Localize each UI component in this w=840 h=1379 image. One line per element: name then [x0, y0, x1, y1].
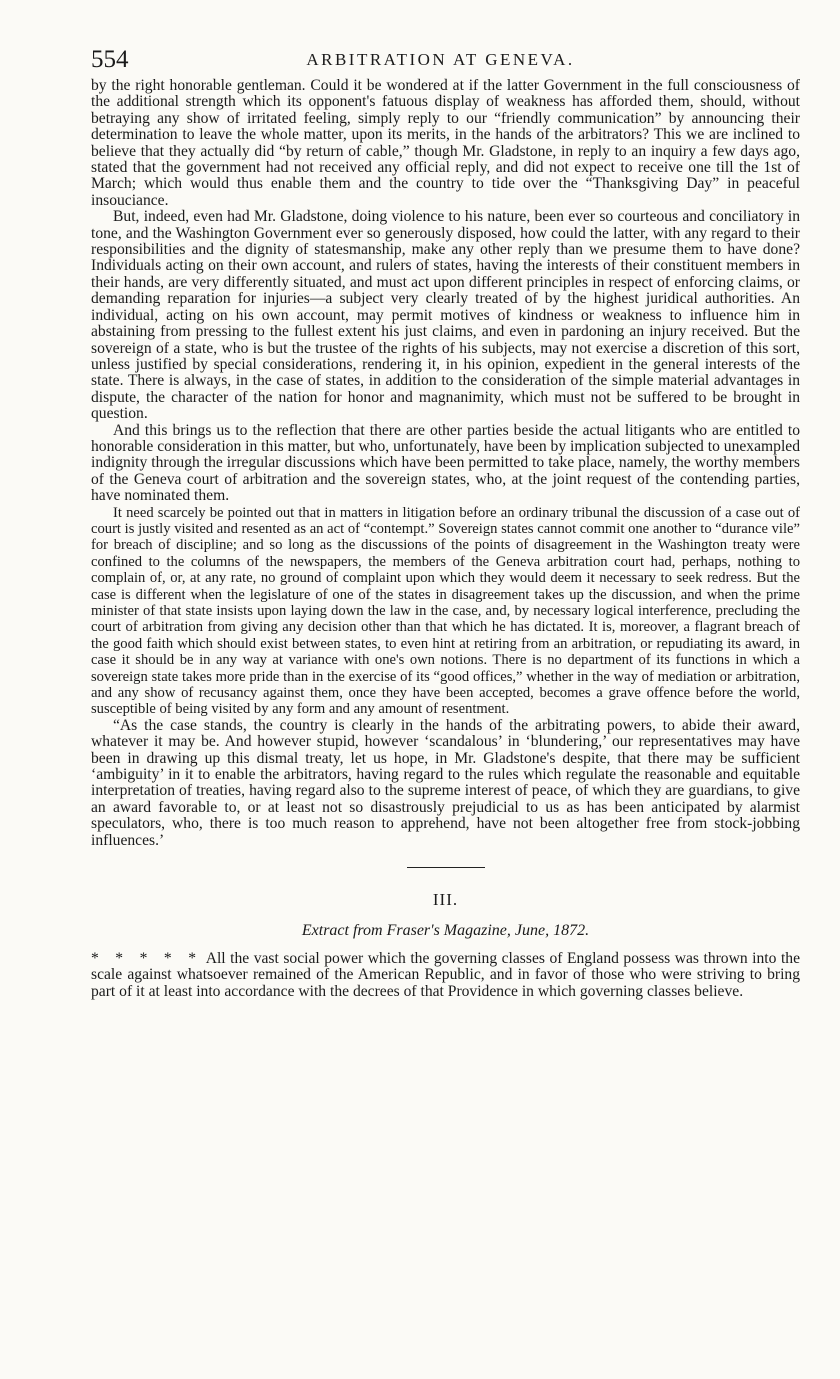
- page-header: [91, 42, 800, 78]
- paragraph-5: “As the case stands, the country is clearly in the hands of the arbitrating powers, to abide their award, whatever it may be. And however stupid, however ‘scandalous’ in ‘blundering,’ our representatives may have been in drawing up this dismal treaty, let us hope, in Mr. Gladstone's despite, that there may be sufficient ‘ambiguity’ in it to enable the arbitrators, having regard to the rules which regulate the reasonable and equitable interpretation of treaties, having regard also to the supreme interest of peace, of which they are guardians, to give an award favorable to, or at least not so disastrously prejudicial to us as has been anticipated by alarmist speculators, who, there is too much reason to apprehend, have not been altogether free from stock-jobbing influences.’: [91, 716, 800, 849]
- extract-paragraph: [91, 951, 800, 1000]
- extract-text: All the vast social power which the governing classes of England possess was thrown into the scale against whatsoever remained of the American Republic, and in favor of those who were striving to bring part of it at least into accordance with the decrees of that Providence in which governing classes believe.: [91, 949, 800, 1000]
- extract-title: Extract from Fraser's Magazine, June, 1872.: [301, 921, 590, 939]
- section-number: III.: [432, 890, 459, 910]
- section-divider: [407, 867, 485, 868]
- ellipsis-stars: * * * * *: [91, 949, 203, 967]
- page-number: 554: [91, 46, 129, 73]
- paragraph-2: But, indeed, even had Mr. Gladstone, doing violence to his nature, been ever so courteous and conciliatory in tone, and the Washington Government ever so generously disposed, how could the latter, with any regard to their responsibilities and the dignity of statesmanship, make any other reply than we presume them to have done? Individuals acting on their own account, and rulers of states, having the interests of their constituent members in their hands, are very differently situated, and must act upon different principles in respect of enforcing claims, or demanding reparation for injuries—a subject very clearly treated of by the highest juridical authorities. An individual, acting on his own account, may permit motives of kindness or weakness to influence him in abstaining from pressing to the fullest extent his just claims, and even in pardoning an injury received. But the sovereign of a state, who is but the trustee of the rights of his subjects, may not exercise a discretion of this sort, unless justified by special considerations, rendering it, in his opinion, expedient in the general interests of the state. There is always, in the case of states, in addition to the consideration of the simple material advantages in dispute, the character of the nation for honor and magnanimity, which must not be suffered to be brought in question.: [91, 208, 800, 423]
- article-body: [91, 78, 800, 1000]
- running-head: ARBITRATION AT GENEVA.: [306, 50, 575, 69]
- paragraph-3: And this brings us to the reflection that there are other parties beside the actual litigants who are entitled to honorable consideration in this matter, but who, unfortunately, have been by implication subjected to unexampled indignity through the irregular discussions which have been permitted to take place, namely, the worthy members of the Geneva court of arbitration and the sovereign states, who, at the joint request of the contending parties, have nominated them.: [91, 421, 800, 505]
- paragraph-4: It need scarcely be pointed out that in matters in litigation before an ordinary tribunal the discussion of a case out of court is justly visited and resented as an act of “contempt.” Sovereign states cannot commit one another to “durance vile” for breach of discipline; and so long as the discussions of the points of disagreement in the Washington treaty were confined to the columns of the newspapers, the members of the Geneva arbitration court had, perhaps, nothing to complain of, or, at any rate, no ground of complaint upon which they would deem it necessary to seek redress. But the case is different when the legislature of one of the states in disagreement takes up the discussion, and when the prime minister of that state insists upon laying down the law in the case, and, by necessary logical interference, precluding the court of arbitration from giving any decision other than that which he has dictated. It is, moreover, a flagrant breach of the good faith which should exist between states, to even hint at retiring from an arbitration, or repudiating its award, in case it should be in any way at variance with one's own notions. There is no department of its functions in which a sovereign state takes more pride than in the exercise of its “good offices,” whether in the way of mediation or arbitration, and any show of recusancy against them, once they have been accepted, becomes a grave offence before the world, susceptible of being visited by any form and any amount of resentment.: [91, 504, 800, 718]
- paragraph-1: by the right honorable gentleman. Could it be wondered at if the latter Government in the full consciousness of the additional strength which its opponent's fatuous display of weakness has afforded them, should, without betraying any show of irritated feeling, simply reply to our “friendly communication” by announcing their determination to leave the whole matter, upon its merits, in the hands of the arbitrators? This we are inclined to believe that they actually did “by return of cable,” though Mr. Gladstone, in reply to an inquiry a few days ago, stated that the government had not received any official reply, and did not expect to receive one till the 1st of March; which would thus enable them and the country to tide over the “Thanksgiving Day” in peaceful insouciance.: [91, 77, 800, 209]
